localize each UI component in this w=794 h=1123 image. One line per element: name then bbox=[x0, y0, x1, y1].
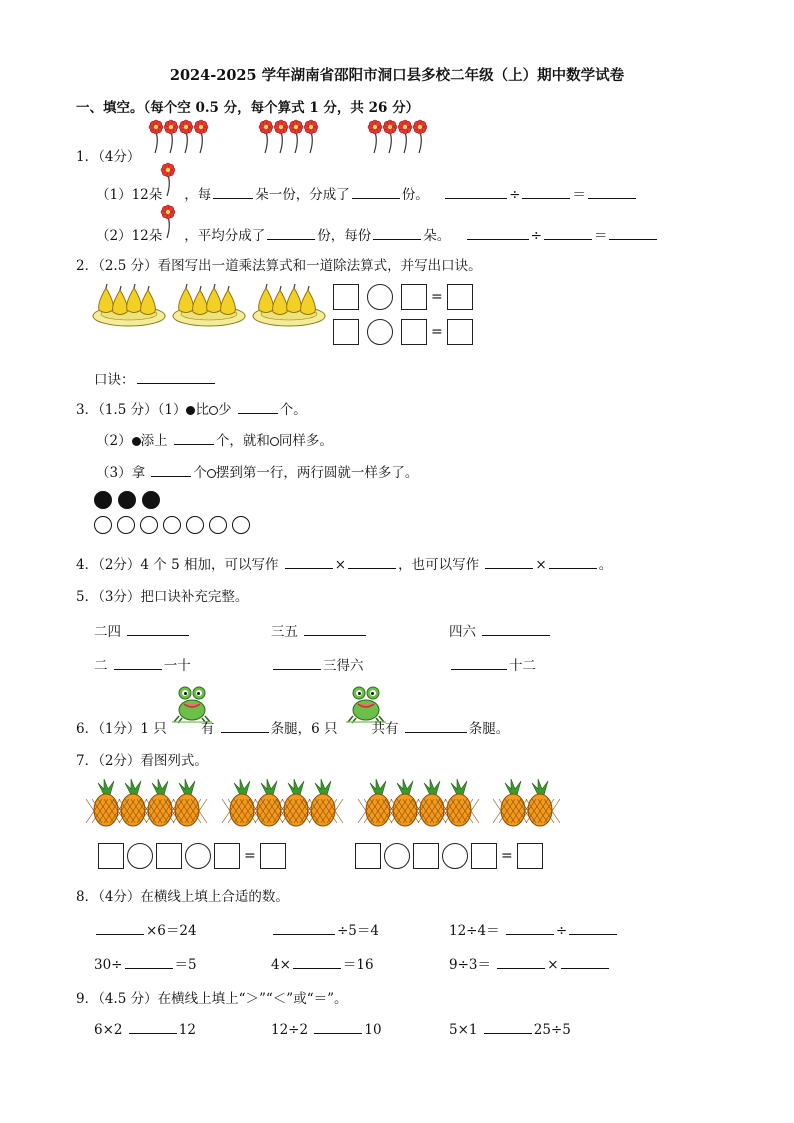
q5-item-6 bbox=[449, 654, 536, 674]
q5-r2c: 三得六 bbox=[323, 658, 364, 674]
operator-circle[interactable] bbox=[384, 843, 410, 869]
white-circle-icon bbox=[94, 516, 112, 534]
pineapple-icon bbox=[113, 779, 153, 826]
q5-blank-2[interactable] bbox=[304, 621, 366, 636]
flower-icon bbox=[161, 205, 175, 238]
equals-sign: = bbox=[501, 848, 513, 864]
q3-line2 bbox=[96, 429, 333, 449]
pear-plate-icon bbox=[93, 284, 165, 326]
equals-sign: = bbox=[431, 324, 443, 340]
q1-blank-3[interactable] bbox=[445, 184, 507, 199]
q3-l3-b: 个 bbox=[193, 465, 207, 481]
black-circles-row bbox=[94, 491, 166, 513]
answer-box[interactable] bbox=[471, 843, 497, 869]
q9-blank-2[interactable] bbox=[314, 1019, 362, 1034]
black-circle-icon bbox=[94, 491, 112, 509]
q5-blank-6[interactable] bbox=[451, 655, 507, 670]
q5-item-2 bbox=[271, 620, 368, 640]
koujue-label: 口诀： bbox=[94, 372, 135, 388]
q1-blank-9[interactable] bbox=[544, 225, 592, 240]
q4-text-b: ，也可以写作 bbox=[398, 557, 480, 573]
flower-icon bbox=[160, 202, 180, 242]
equals-sign: = bbox=[431, 289, 443, 305]
q7-equation-1 bbox=[98, 843, 286, 869]
pineapple-icon bbox=[520, 779, 560, 826]
q5-r2a: 二 bbox=[94, 658, 108, 674]
q8-blank-8[interactable] bbox=[561, 954, 609, 969]
q3-number: 3．（1.5 分） bbox=[76, 402, 158, 418]
div-sign: ÷ bbox=[530, 228, 542, 244]
q2-koujue bbox=[94, 368, 217, 388]
q3-l2-a: （2） bbox=[96, 433, 132, 449]
q4-text-c: 。 bbox=[598, 557, 613, 573]
white-circle-icon bbox=[186, 516, 204, 534]
q1-l1-text-a: （1）12朵 bbox=[96, 187, 163, 203]
q1-l2-text-a: （2）12朵 bbox=[96, 228, 163, 244]
flower-icon bbox=[368, 120, 382, 153]
q3-line3 bbox=[96, 461, 418, 481]
q1-l1-text-d: 份。 bbox=[401, 187, 429, 203]
pineapple-icon bbox=[358, 779, 398, 826]
q1-l2-text-c: 份，每份 bbox=[317, 228, 372, 244]
answer-box[interactable] bbox=[214, 843, 240, 869]
q5-blank-4[interactable] bbox=[114, 655, 162, 670]
answer-box[interactable] bbox=[447, 319, 473, 345]
q8-blank-5[interactable] bbox=[125, 954, 173, 969]
q8-item-6 bbox=[449, 953, 611, 973]
q8-b3: 4× bbox=[271, 957, 291, 973]
q1-blank-5[interactable] bbox=[588, 184, 636, 199]
q6-text-b: 有 bbox=[200, 721, 215, 737]
operator-circle[interactable] bbox=[367, 284, 393, 310]
flower-icon bbox=[289, 120, 303, 153]
q6-text-c: 条腿，6 只 bbox=[270, 721, 338, 737]
q9-blank-1[interactable] bbox=[129, 1019, 177, 1034]
answer-box[interactable] bbox=[517, 843, 543, 869]
white-circle-icon bbox=[232, 516, 250, 534]
q5-r2d: 十二 bbox=[509, 658, 536, 674]
white-dot-icon bbox=[270, 437, 279, 446]
q6-text-a: 6．（1分）1 只 bbox=[76, 721, 167, 737]
q3-l1-d: 个。 bbox=[279, 402, 307, 418]
flower-icon bbox=[413, 120, 427, 153]
q2-equation-2 bbox=[333, 319, 473, 345]
q3-l3-c: 摆到第一行，两行圆就一样多了。 bbox=[215, 465, 419, 481]
page-title: 2024-2025 学年湖南省邵阳市洞口县多校二年级（上）期中数学试卷 bbox=[169, 67, 625, 84]
pineapple-icon bbox=[439, 779, 479, 826]
times-sign: × bbox=[334, 557, 347, 573]
flower-icon bbox=[161, 163, 175, 196]
flower-icon bbox=[259, 120, 273, 153]
q6-text-e: 条腿。 bbox=[468, 721, 510, 737]
equals-sign: ＝ bbox=[593, 228, 608, 244]
q8-blank-1[interactable] bbox=[96, 920, 144, 935]
q3-l1-a: （1） bbox=[157, 402, 187, 418]
div-sign: ÷ bbox=[509, 187, 521, 203]
q8-blank-2[interactable] bbox=[273, 920, 335, 935]
q8-b2: ＝5 bbox=[174, 957, 197, 973]
answer-box[interactable] bbox=[333, 319, 359, 345]
q3-blank-3[interactable] bbox=[151, 462, 191, 477]
operator-circle[interactable] bbox=[185, 843, 211, 869]
q3-l2-d: 同样多。 bbox=[278, 433, 333, 449]
flower-groups bbox=[146, 120, 446, 156]
q7-equation-2 bbox=[355, 843, 543, 869]
answer-box[interactable] bbox=[401, 319, 427, 345]
white-circle-icon bbox=[209, 516, 227, 534]
q9-b1: 12÷2 bbox=[271, 1022, 309, 1038]
flower-icon bbox=[164, 120, 178, 153]
q4-line bbox=[76, 553, 612, 573]
white-circle-icon bbox=[163, 516, 181, 534]
q9-a2: 12 bbox=[178, 1022, 196, 1038]
q5-blank-1[interactable] bbox=[127, 621, 189, 636]
q8-b1: 30÷ bbox=[94, 957, 123, 973]
section-header: 一、填空。（每个空 0.5 分，每个算式 1 分，共 26 分） bbox=[76, 100, 420, 116]
q1-blank-8[interactable] bbox=[467, 225, 529, 240]
q1-blank-2[interactable] bbox=[352, 184, 400, 199]
q1-number: 1．（4分） bbox=[76, 149, 141, 165]
q3-l1-c: 少 bbox=[217, 402, 232, 418]
q1-blank-7[interactable] bbox=[373, 225, 421, 240]
pineapple-icon bbox=[167, 779, 207, 826]
q6-line bbox=[76, 717, 509, 737]
q5-r2b: 一十 bbox=[163, 658, 191, 674]
q2-equation-1 bbox=[333, 284, 473, 310]
q8-blank-3[interactable] bbox=[506, 920, 554, 935]
q3-l2-c: 个，就和 bbox=[215, 433, 270, 449]
times-sign: × bbox=[535, 557, 547, 573]
q9-blank-3[interactable] bbox=[484, 1019, 532, 1034]
q1-l2-text-b: ，平均分成了 bbox=[184, 228, 266, 244]
q9-item-2 bbox=[271, 1019, 382, 1038]
flower-icon bbox=[274, 120, 288, 153]
q9-item-1 bbox=[94, 1019, 196, 1038]
white-dot-icon bbox=[209, 406, 218, 415]
koujue-blank[interactable] bbox=[137, 369, 215, 384]
q3-line1 bbox=[76, 398, 307, 418]
q5-item-1 bbox=[94, 620, 191, 640]
q8-b5: 9÷3＝ bbox=[449, 957, 491, 973]
q1-blank-4[interactable] bbox=[522, 184, 570, 199]
q3-blank-2[interactable] bbox=[174, 430, 214, 445]
black-circle-icon bbox=[142, 491, 160, 509]
q5-item-4 bbox=[94, 654, 191, 674]
q2-text: 2．（2.5 分）看图写出一道乘法算式和一道除法算式，并写出口诀。 bbox=[76, 258, 482, 274]
q1-line2 bbox=[96, 224, 659, 244]
flower-icon bbox=[304, 120, 318, 153]
pineapple-icon bbox=[222, 779, 262, 826]
q9-c2: 25÷5 bbox=[533, 1022, 571, 1038]
q8-item-5 bbox=[271, 953, 374, 973]
flower-icon bbox=[149, 120, 163, 153]
q4-text-a: 4．（2分）4 个 5 相加，可以写作 bbox=[76, 557, 279, 573]
white-circles-row bbox=[94, 516, 255, 538]
answer-box[interactable] bbox=[447, 284, 473, 310]
operator-circle[interactable] bbox=[127, 843, 153, 869]
q8-blank-7[interactable] bbox=[497, 954, 545, 969]
q8-a2: ÷5＝4 bbox=[337, 923, 379, 939]
answer-box[interactable] bbox=[401, 284, 427, 310]
q5-text: 5．（3分）把口诀补充完整。 bbox=[76, 589, 249, 605]
pineapple-icon bbox=[140, 779, 180, 826]
q1-blank-1[interactable] bbox=[213, 184, 253, 199]
pineapple-groups bbox=[92, 777, 562, 829]
q6-blank-2[interactable] bbox=[405, 718, 467, 733]
q3-l1-b: 比 bbox=[195, 402, 209, 418]
q5-r1-2: 四六 bbox=[449, 624, 476, 640]
pear-plate-icon bbox=[253, 284, 325, 326]
q8-text: 8．（4分）在横线上填上合适的数。 bbox=[76, 889, 289, 905]
pineapple-icon bbox=[412, 779, 452, 826]
q8-item-3 bbox=[449, 919, 619, 939]
q5-item-3 bbox=[449, 620, 552, 640]
q8-blank-4[interactable] bbox=[569, 920, 617, 935]
equals-sign: ＝ bbox=[572, 187, 586, 203]
q8-item-4 bbox=[94, 953, 197, 973]
q8-a1: ×6＝24 bbox=[146, 923, 197, 939]
q5-blank-5[interactable] bbox=[273, 655, 321, 670]
q5-r1-0: 二四 bbox=[94, 624, 121, 640]
pineapple-icon bbox=[303, 779, 343, 826]
q1-l1-text-c: 朵一份，分成了 bbox=[255, 187, 350, 203]
operator-circle[interactable] bbox=[367, 319, 393, 345]
q8-item-2 bbox=[271, 919, 379, 939]
q3-l3-a: （3）拿 bbox=[96, 465, 146, 481]
times-sign: × bbox=[547, 957, 559, 973]
q8-a3: 12÷4＝ bbox=[449, 923, 500, 939]
q8-item-1 bbox=[94, 919, 197, 939]
answer-box[interactable] bbox=[355, 843, 381, 869]
q9-a1: 6×2 bbox=[94, 1022, 123, 1038]
operator-circle[interactable] bbox=[442, 843, 468, 869]
q5-blank-3[interactable] bbox=[482, 621, 550, 636]
white-dot-icon bbox=[207, 469, 216, 478]
q9-b2: 10 bbox=[364, 1022, 382, 1038]
black-dot-icon bbox=[132, 437, 141, 446]
q3-l2-b: 添上 bbox=[140, 433, 168, 449]
pineapple-icon bbox=[493, 779, 533, 826]
q4-blank-3[interactable] bbox=[485, 554, 533, 569]
q9-item-3 bbox=[449, 1019, 571, 1038]
q1-blank-10[interactable] bbox=[609, 225, 657, 240]
pineapple-icon bbox=[385, 779, 425, 826]
pineapple-icon bbox=[86, 779, 126, 826]
answer-box[interactable] bbox=[98, 843, 124, 869]
pear-plates bbox=[92, 282, 332, 332]
q8-b4: ＝16 bbox=[342, 957, 374, 973]
q5-r1-1: 三五 bbox=[271, 624, 298, 640]
q4-blank-1[interactable] bbox=[285, 554, 333, 569]
flower-icon bbox=[194, 120, 208, 153]
q5-item-5 bbox=[271, 654, 364, 674]
flower-icon bbox=[383, 120, 397, 153]
q4-blank-4[interactable] bbox=[549, 554, 597, 569]
white-circle-icon bbox=[117, 516, 135, 534]
q4-blank-2[interactable] bbox=[348, 554, 396, 569]
flower-icon bbox=[179, 120, 193, 153]
answer-box[interactable] bbox=[260, 843, 286, 869]
equals-sign: = bbox=[244, 848, 256, 864]
answer-box[interactable] bbox=[156, 843, 182, 869]
black-circle-icon bbox=[118, 491, 136, 509]
q1-blank-6[interactable] bbox=[267, 225, 315, 240]
q6-blank-1[interactable] bbox=[221, 718, 269, 733]
q3-blank-1[interactable] bbox=[238, 399, 278, 414]
flower-icon bbox=[160, 160, 180, 200]
q1-l1-text-b: ，每 bbox=[184, 187, 212, 203]
q9-text: 9．（4.5 分）在横线上填上“＞”“＜”或“＝”。 bbox=[76, 991, 348, 1007]
q1-l2-text-d: 朵。 bbox=[423, 228, 451, 244]
white-circle-icon bbox=[140, 516, 158, 534]
pear-plate-icon bbox=[173, 284, 245, 326]
flower-icon bbox=[398, 120, 412, 153]
q9-c1: 5×1 bbox=[449, 1022, 478, 1038]
div-sign: ÷ bbox=[555, 923, 568, 939]
q7-text: 7．（2分）看图列式。 bbox=[76, 753, 208, 769]
answer-box[interactable] bbox=[413, 843, 439, 869]
answer-box[interactable] bbox=[333, 284, 359, 310]
q6-text-d: 共有 bbox=[371, 721, 399, 737]
pineapple-icon bbox=[249, 779, 289, 826]
pineapple-icon bbox=[276, 779, 316, 826]
q8-blank-6[interactable] bbox=[293, 954, 341, 969]
